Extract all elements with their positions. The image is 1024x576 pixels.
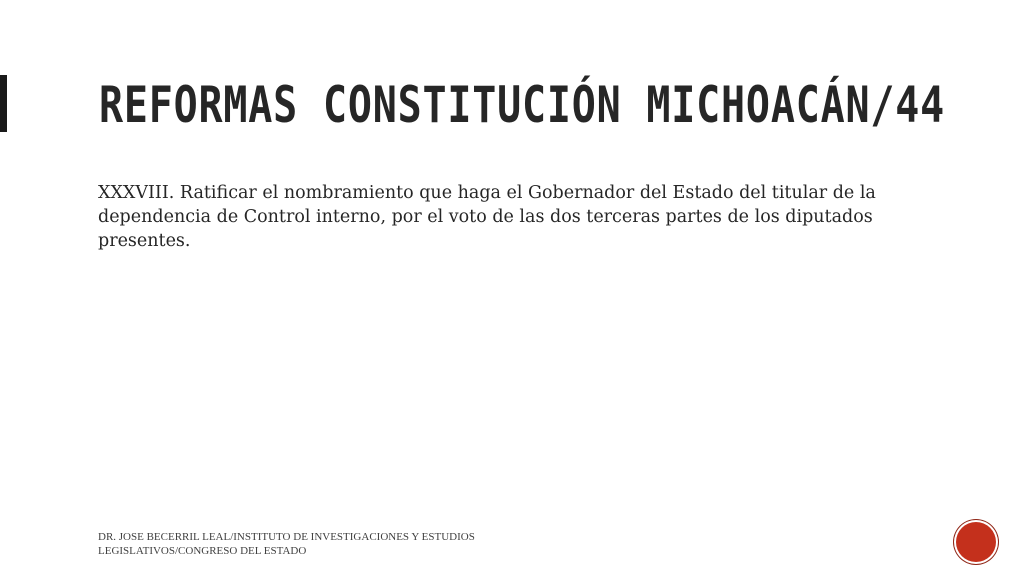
slide-title: REFORMAS CONSTITUCIÓN MICHOACÁN/44	[99, 76, 945, 134]
slide-footer: DR. JOSE BECERRIL LEAL/INSTITUTO DE INVESTIGACIONES Y ESTUDIOS LEGISLATIVOS/CONGRESO DEL ESTADO	[98, 531, 475, 557]
slide-body-text: XXXVIII. Ratificar el nombramiento que haga el Gobernador del Estado del titular de la dependencia de Control interno, por el voto de las dos terceras partes de los diputados presentes.	[98, 183, 876, 251]
title-accent-bar	[0, 75, 7, 132]
page-number-badge	[956, 522, 996, 562]
